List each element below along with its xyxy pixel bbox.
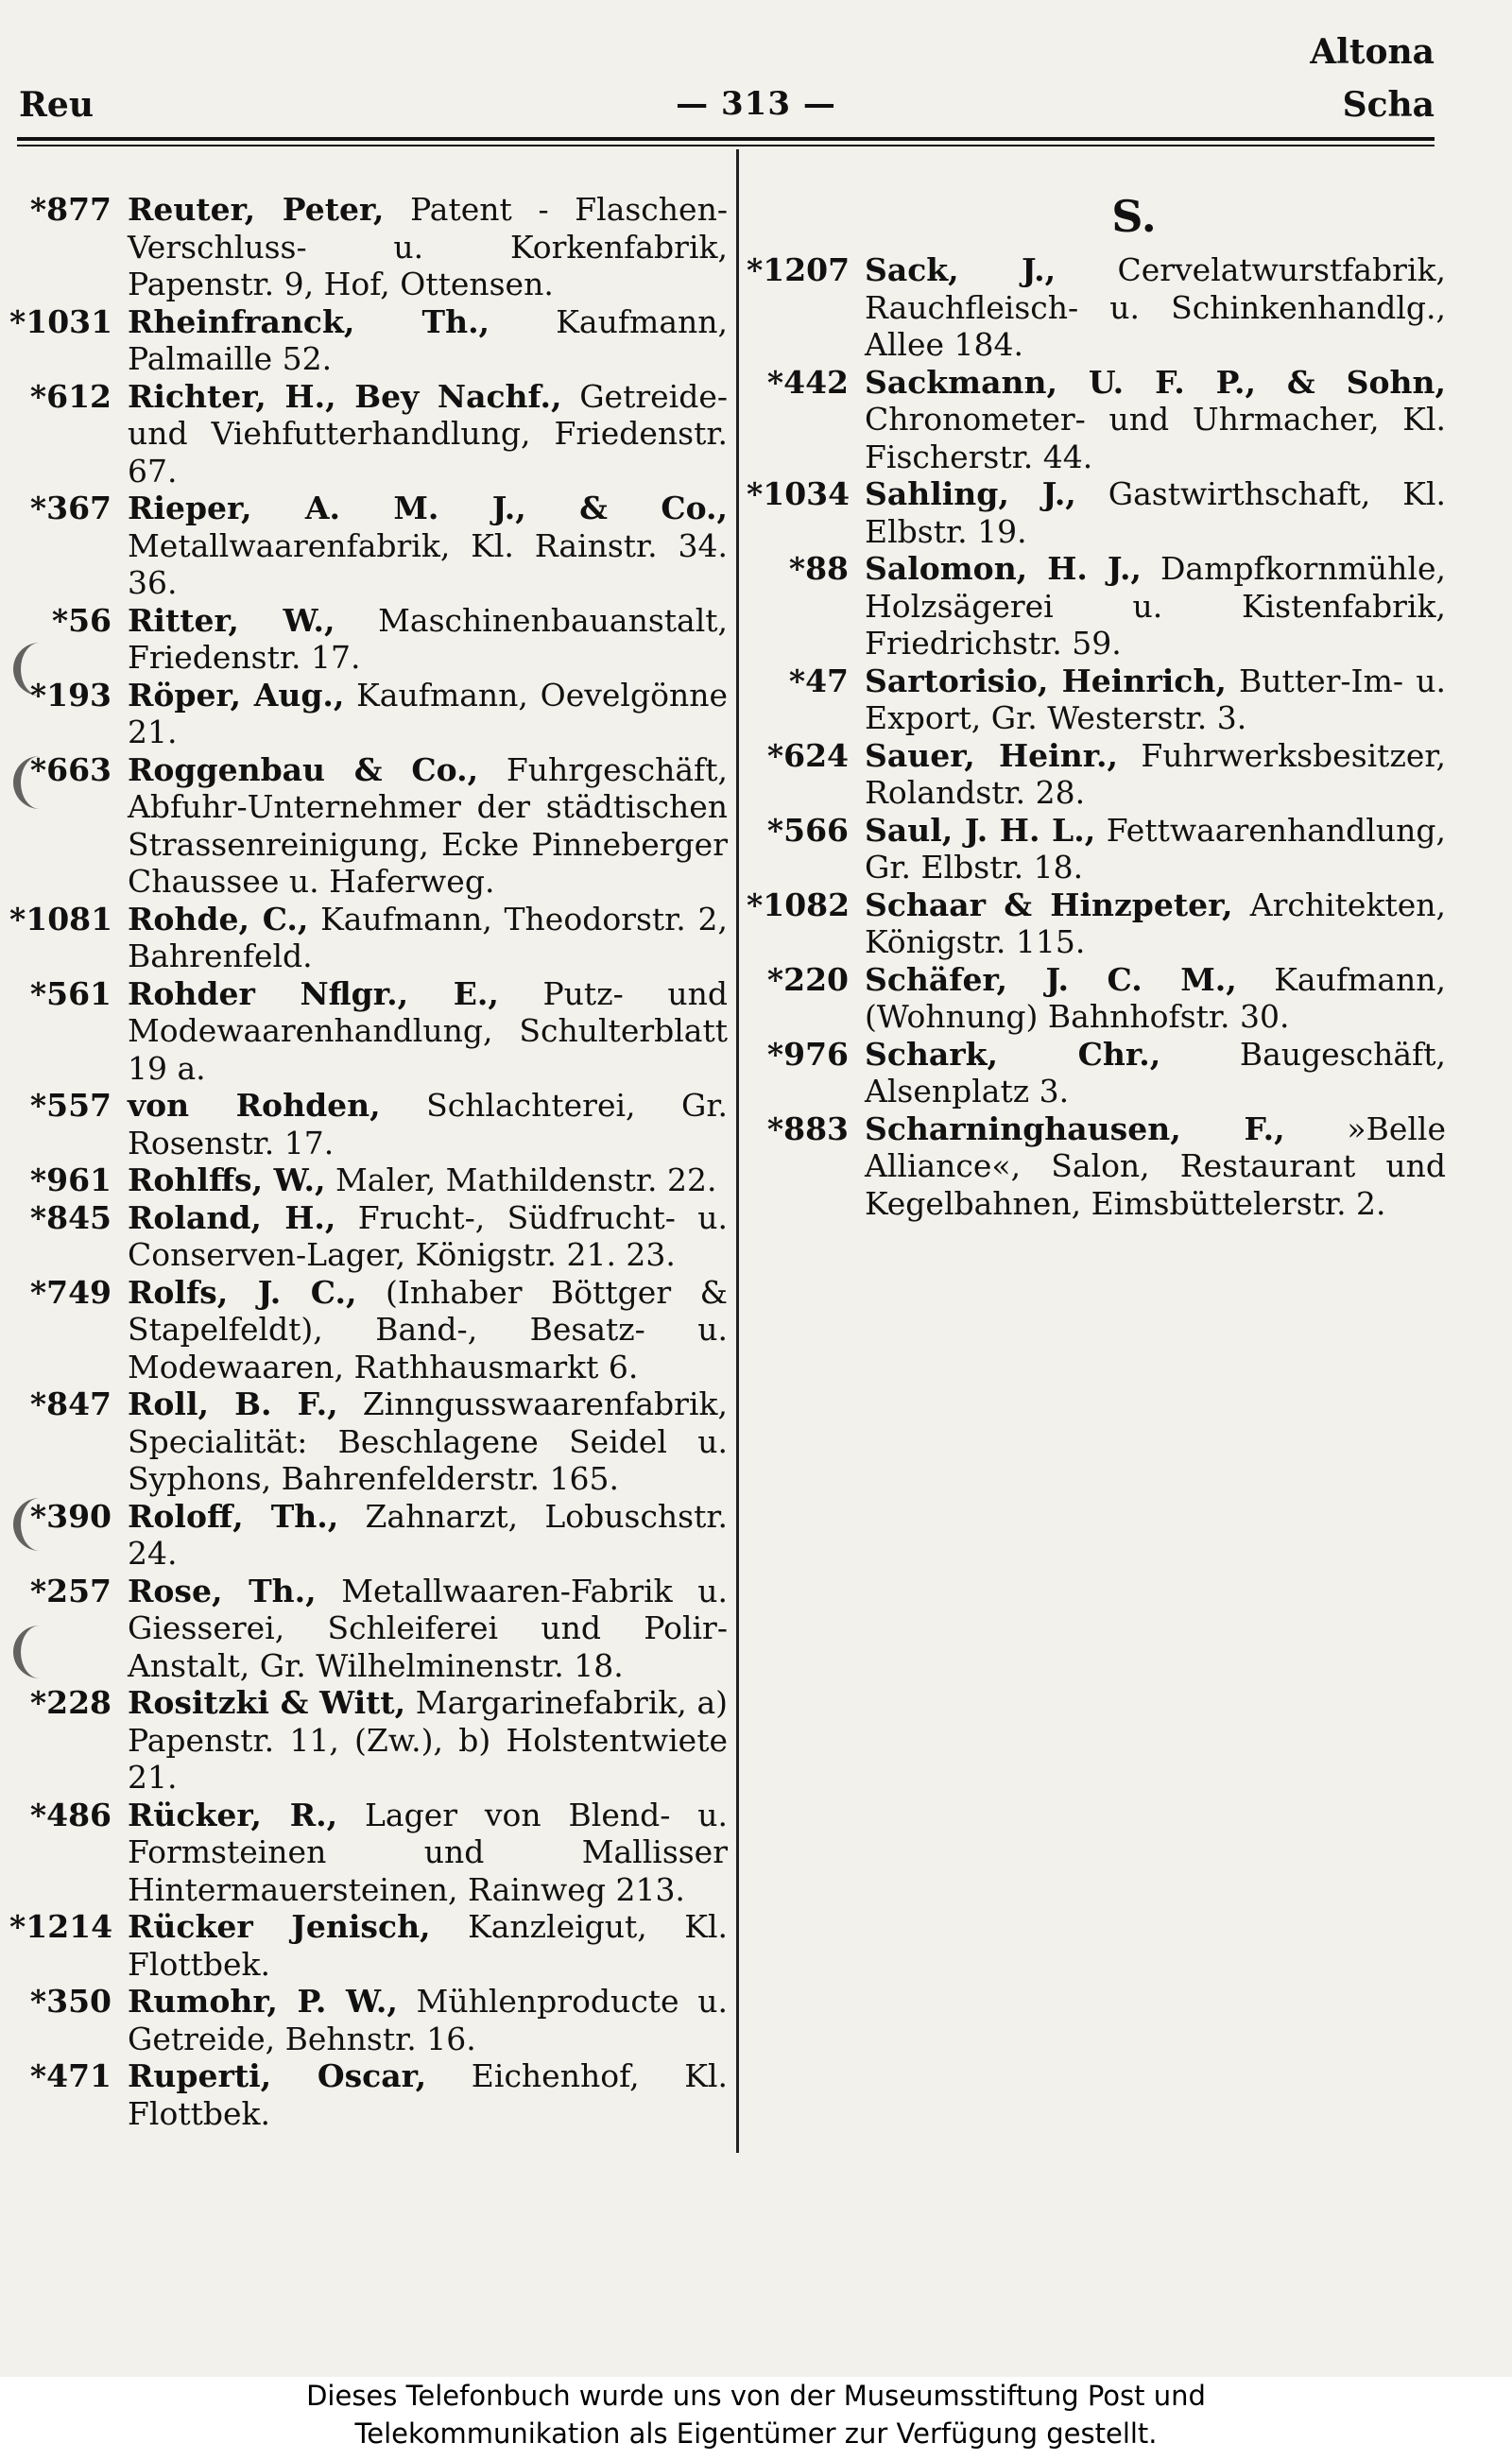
entry-name: Roll, B. F., xyxy=(128,1385,338,1422)
entry-name: Rücker, R., xyxy=(128,1796,338,1833)
entry-name: Richter, H., Bey Nachf., xyxy=(128,377,562,415)
entry-name: Rohder Nflgr., E., xyxy=(128,974,499,1012)
entry-details: Lager von Blend- u. Formsteinen und Mallisser Hintermauersteinen, Rainweg 213. xyxy=(128,1796,728,1908)
entry-name: Saul, J. H. L., xyxy=(865,811,1096,849)
phone-number: *749 xyxy=(29,1273,112,1311)
header-city: Altona xyxy=(1310,32,1435,72)
phone-number: *228 xyxy=(29,1684,112,1721)
entry-details: Chronometer- und Uhrmacher, Kl. Fischerstr. 44. xyxy=(865,401,1446,475)
directory-entry xyxy=(9,303,728,378)
entry-name: Rose, Th., xyxy=(128,1572,317,1609)
phone-number: *961 xyxy=(29,1161,112,1198)
page-number: — 313 — xyxy=(676,85,836,123)
entry-details: Getreide- und Viehfutterhandlung, Friedenstr. 67. xyxy=(128,377,729,490)
entry-name: Rieper, A. M. J., & Co., xyxy=(128,490,728,526)
phone-number: *847 xyxy=(29,1385,112,1422)
footer-line-2: Telekommunikation als Eigentümer zur Verfügung gestellt. xyxy=(354,2417,1158,2450)
entry-name: Rumohr, P. W., xyxy=(128,1983,398,2020)
phone-number: *257 xyxy=(29,1572,112,1609)
phone-number: *663 xyxy=(29,750,112,788)
directory-entry xyxy=(9,1983,728,2057)
entry-details: Gastwirthschaft, Kl. Elbstr. 19. xyxy=(865,475,1446,550)
entry-name: Ruperti, Oscar, xyxy=(128,2057,427,2094)
entry-details: Patent - Flaschen-Verschluss- u. Korkenfabrik, Papenstr. 9, Hof, Ottensen. xyxy=(128,191,728,302)
entry-name: Rohde, C., xyxy=(128,900,309,938)
phone-number: *557 xyxy=(29,1087,112,1124)
entry-details: »Belle Alliance«, Salon, Restaurant und Kegelbahnen, Eimsbüttelerstr. 2. xyxy=(865,1110,1446,1222)
column-divider xyxy=(736,149,739,2153)
entry-name: Roland, H., xyxy=(128,1198,336,1236)
directory-entry xyxy=(747,364,1446,476)
right-column xyxy=(747,191,1446,1222)
entry-details: Zinngusswaarenfabrik, Specialität: Beschlagene Seidel u. Syphons, Bahrenfelderstr. 165. xyxy=(128,1385,728,1497)
entry-details: (Inhaber Böttger & Stapelfeldt), Band-, Besatz- u. Modewaaren, Rathhausmarkt 6. xyxy=(128,1273,729,1385)
phone-number: *193 xyxy=(29,676,112,714)
entry-details: Kaufmann, (Wohnung) Bahnhofstr. 30. xyxy=(865,960,1447,1035)
entry-details: Cervelatwurstfabrik, Rauchfleisch- u. Schinkenhandlg., Allee 184. xyxy=(865,251,1446,363)
entry-name: Rheinfranck, Th., xyxy=(128,302,490,340)
phone-number: *390 xyxy=(29,1497,112,1535)
directory-entry xyxy=(9,1797,728,1909)
entry-details: Maler, Mathildenstr. 22. xyxy=(325,1161,717,1198)
phone-number: *612 xyxy=(29,377,112,415)
phone-number: *566 xyxy=(766,811,849,849)
directory-entry xyxy=(9,677,728,751)
entry-name: Rolfs, J. C., xyxy=(128,1273,357,1311)
entry-name: Röper, Aug., xyxy=(128,676,345,714)
phone-number: *350 xyxy=(29,1983,112,2020)
entry-details: Baugeschäft, Alsenplatz 3. xyxy=(865,1035,1446,1110)
entry-name: Sackmann, U. F. P., & Sohn, xyxy=(865,363,1446,401)
entry-name: von Rohden, xyxy=(128,1087,381,1124)
footer-notice xyxy=(0,2377,1512,2460)
directory-entry xyxy=(747,251,1446,364)
entry-details: Architekten, Königstr. 115. xyxy=(865,886,1446,960)
phone-number: *471 xyxy=(29,2057,112,2094)
entry-details: Butter-Im- u. Export, Gr. Westerstr. 3. xyxy=(865,662,1446,736)
entry-name: Rositzki & Witt, xyxy=(128,1684,406,1721)
phone-number: *624 xyxy=(766,736,849,774)
directory-entry xyxy=(9,378,728,490)
left-column xyxy=(9,191,728,2132)
header-range-start: Reu xyxy=(19,85,94,125)
phone-number: *1082 xyxy=(747,886,850,923)
phone-number: *845 xyxy=(29,1198,112,1236)
directory-entry xyxy=(747,550,1446,662)
entry-name: Rücker Jenisch, xyxy=(128,1908,431,1945)
directory-entry xyxy=(747,662,1446,737)
entry-name: Roggenbau & Co., xyxy=(128,750,479,788)
entry-name: Scharninghausen, F., xyxy=(865,1110,1285,1147)
directory-entry xyxy=(9,1385,728,1498)
header-range-end: Scha xyxy=(1342,85,1435,125)
directory-entry xyxy=(9,1908,728,1983)
directory-entry xyxy=(9,1274,728,1386)
phone-number: *561 xyxy=(29,974,112,1012)
entry-details: Eichenhof, Kl. Flottbek. xyxy=(128,2057,728,2132)
entry-details: Margarinefabrik, a) Papenstr. 11, (Zw.), b) Holstentwiete 21. xyxy=(128,1684,728,1796)
entry-details: Metallwaarenfabrik, Kl. Rainstr. 34. 36. xyxy=(128,526,728,601)
directory-entry xyxy=(9,1161,728,1199)
phone-number: *1207 xyxy=(747,251,850,288)
entry-details: Kaufmann, Oevelgönne 21. xyxy=(128,676,728,750)
phone-number: *1214 xyxy=(9,1908,113,1945)
directory-entry xyxy=(9,1498,728,1573)
directory-entry xyxy=(9,1684,728,1797)
phone-number: *1081 xyxy=(9,900,113,938)
phone-number: *367 xyxy=(29,490,112,526)
phone-number: *1031 xyxy=(9,302,113,340)
header-rule-thin xyxy=(17,145,1435,146)
entry-details: Schlachterei, Gr. Rosenstr. 17. xyxy=(128,1087,728,1161)
directory-entry xyxy=(9,751,728,901)
directory-entry xyxy=(9,1573,728,1685)
directory-entry xyxy=(747,1036,1446,1110)
directory-entry xyxy=(9,1087,728,1161)
header-rule-thick xyxy=(17,137,1435,141)
directory-entry xyxy=(747,737,1446,812)
entry-name: Sack, J., xyxy=(865,251,1057,288)
entry-name: Roloff, Th., xyxy=(128,1497,339,1535)
entry-details: Frucht-, Südfrucht- u. Conserven-Lager, Königstr. 21. 23. xyxy=(128,1198,728,1273)
phone-number: *877 xyxy=(29,191,112,228)
directory-entry xyxy=(747,1110,1446,1223)
entry-name: Reuter, Peter, xyxy=(128,191,385,228)
entry-details: Zahnarzt, Lobuschstr. 24. xyxy=(128,1497,729,1572)
phone-number: *56 xyxy=(51,601,112,639)
entry-name: Rohlffs, W., xyxy=(128,1161,326,1198)
phone-number: *88 xyxy=(788,550,849,587)
entry-details: Mühlenproducte u. Getreide, Behnstr. 16. xyxy=(128,1983,728,2057)
directory-entry xyxy=(9,602,728,677)
directory-entry xyxy=(9,1199,728,1274)
entry-name: Schäfer, J. C. M., xyxy=(865,960,1237,998)
phone-number: *442 xyxy=(766,363,849,401)
entry-details: Fuhrwerksbesitzer, Rolandstr. 28. xyxy=(865,736,1446,811)
phone-number: *47 xyxy=(788,662,849,699)
entry-name: Schaar & Hinzpeter, xyxy=(865,886,1233,923)
entry-name: Sartorisio, Heinrich, xyxy=(865,662,1227,699)
section-letter: S. xyxy=(1111,191,1157,242)
directory-entry xyxy=(9,490,728,602)
directory-entry xyxy=(747,886,1446,961)
entry-details: Metallwaaren-Fabrik u. Giesserei, Schleiferei und Polir-Anstalt, Gr. Wilhelminenstr. 18. xyxy=(128,1572,729,1684)
entry-details: Kaufmann, Theodorstr. 2, Bahrenfeld. xyxy=(128,900,728,974)
phone-number: *220 xyxy=(766,960,849,998)
directory-entry xyxy=(9,975,728,1088)
entry-name: Sahling, J., xyxy=(865,475,1076,512)
entry-details: Maschinenbauanstalt, Friedenstr. 17. xyxy=(128,601,728,676)
directory-entry xyxy=(9,901,728,975)
directory-entry xyxy=(747,475,1446,550)
entry-name: Ritter, W., xyxy=(128,601,335,639)
phone-number: *883 xyxy=(766,1110,849,1147)
entry-details: Putz- und Modewaarenhandlung, Schulterblatt 19 a. xyxy=(128,974,728,1087)
entry-details: Fettwaarenhandlung, Gr. Elbstr. 18. xyxy=(865,811,1446,886)
right-entries xyxy=(747,251,1446,1222)
directory-entry xyxy=(747,812,1446,886)
entry-name: Sauer, Heinr., xyxy=(865,736,1119,774)
directory-entry xyxy=(9,2057,728,2132)
directory-entry xyxy=(747,961,1446,1036)
directory-entry xyxy=(9,191,728,303)
phone-number: *486 xyxy=(29,1796,112,1833)
entry-name: Salomon, H. J., xyxy=(865,550,1142,587)
phone-number: *976 xyxy=(766,1035,849,1073)
entry-name: Schark, Chr., xyxy=(865,1035,1161,1073)
entry-details: Kaufmann, Palmaille 52. xyxy=(128,302,728,377)
phone-number: *1034 xyxy=(747,475,850,512)
entry-details: Kanzleigut, Kl. Flottbek. xyxy=(128,1908,728,1983)
footer-line-1: Dieses Telefonbuch wurde uns von der Museumsstiftung Post und xyxy=(306,2380,1206,2412)
entry-details: Fuhrgeschäft, Abfuhr-Unternehmer der städtischen Strassenreinigung, Ecke Pinneberger Chaussee u. Haferweg. xyxy=(128,750,728,900)
entry-details: Dampfkornmühle, Holzsägerei u. Kistenfabrik, Friedrichstr. 59. xyxy=(865,550,1446,662)
